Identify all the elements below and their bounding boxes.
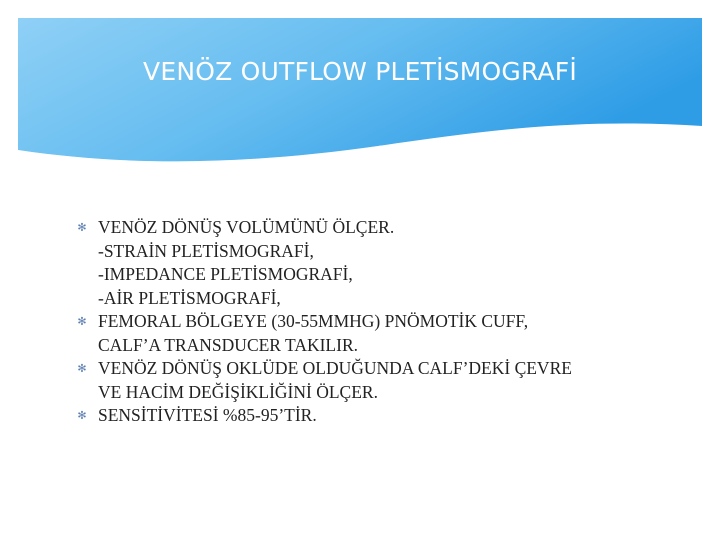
bullet-text: SENSİTİVİTESİ %85-95’TİR. [98, 405, 317, 425]
sub-item-text: -IMPEDANCE PLETİSMOGRAFİ, [98, 264, 353, 284]
bullet-continuation [74, 287, 674, 311]
bullet-text: VENÖZ DÖNÜŞ OKLÜDE OLDUĞUNDA CALF’DEKİ ÇEVRE [98, 358, 572, 378]
sub-item-text: -STRAİN PLETİSMOGRAFİ, [98, 240, 314, 261]
bullet-item [74, 216, 674, 240]
bullet-text: FEMORAL BÖLGEYE (30-55MMHG) PNÖMOTİK CUFF, [98, 311, 529, 331]
asterisk-bullet-icon: ✻ [77, 362, 87, 375]
bullet-item [74, 310, 674, 334]
bullet-text: CALF’A TRANSDUCER TAKILIR. [98, 334, 358, 355]
sub-item-text: -AİR PLETİSMOGRAFİ, [98, 287, 281, 308]
slide-content [74, 216, 674, 428]
asterisk-bullet-icon: ✻ [77, 315, 87, 328]
asterisk-bullet-icon: ✻ [77, 409, 87, 422]
bullet-continuation [74, 263, 674, 287]
title-header-band [18, 18, 702, 178]
bullet-continuation [74, 381, 674, 405]
header-wave-background [18, 18, 702, 178]
bullet-continuation [74, 334, 674, 358]
bullet-text: VENÖZ DÖNÜŞ VOLÜMÜNÜ ÖLÇER. [98, 217, 395, 237]
bullet-continuation [74, 240, 674, 264]
asterisk-bullet-icon: ✻ [77, 221, 87, 234]
bullet-text: VE HACİM DEĞİŞİKLİĞİNİ ÖLÇER. [98, 381, 378, 402]
bullet-item [74, 404, 674, 428]
slide-title: VENÖZ OUTFLOW PLETİSMOGRAFİ [143, 57, 577, 86]
bullet-item [74, 357, 674, 381]
